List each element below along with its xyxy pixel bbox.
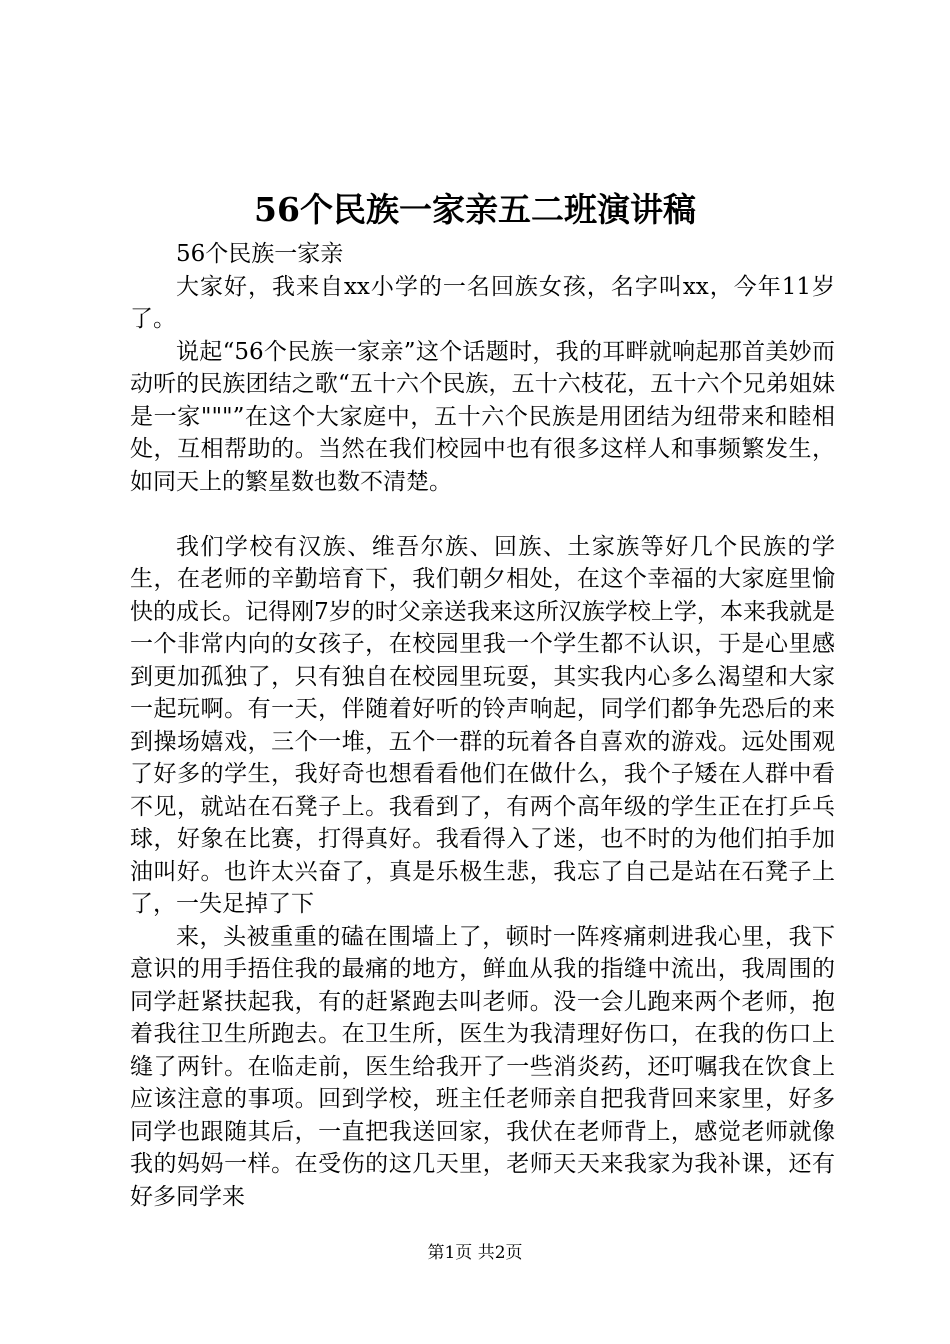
document-title: 56个民族一家亲五二班演讲稿 <box>254 190 696 229</box>
paragraph-school-story: 我们学校有汉族、维吾尔族、回族、土家族等好几个民族的学生，在老师的辛勤培育下，我们朝夕相处，在这个幸福的大家庭里愉快的成长。记得刚7岁的时父亲送我来这所汉族学校上学，本来我就是一个非常内向的女孩子，在校园里我一个学生都不认识，于是心里感到更加孤独了，只有独自在校园里玩耍，其实我内心多么渴望和大家一起玩啊。有一天，伴随着好听的铃声响起，同学们都争先恐后的来到操场嬉戏，三个一堆，五个一群的玩着各自喜欢的游戏。远处围观了好多的学生，我好奇也想看看他们在做什么，我个子矮在人群中看不见，就站在石凳子上。我看到了，有两个高年级的学生正在打乒乓球，好象在比赛，打得真好。我看得入了迷，也不时的为他们拍手加油叫好。也许太兴奋了，真是乐极生悲，我忘了自己是站在石凳子上了，一失足掉了下 <box>130 533 835 917</box>
paragraph-subtitle: 56个民族一家亲 <box>176 241 344 267</box>
paragraph-greeting: 大家好，我来自xx小学的一名回族女孩，名字叫xx，今年11岁了。 <box>130 273 835 332</box>
paragraph-injury-story: 来，头被重重的磕在围墙上了，顿时一阵疼痛刺进我心里，我下意识的用手捂住我的最痛的地方，鲜血从我的指缝中流出，我周围的同学赶紧扶起我，有的赶紧跑去叫老师。没一会儿跑来两个老师，抱着我往卫生所跑去。在卫生所，医生为我清理好伤口，在我的伤口上缝了两针。在临走前，医生给我开了一些消炎药，还叮嘱我在饮食上应该注意的事项。回到学校，班主任老师亲自把我背回来家里，好多同学也跟随其后，一直把我送回家，我伏在老师背上，感觉老师就像我的妈妈一样。在受伤的这几天里，老师天天来我家为我补课，还有好多同学来 <box>130 923 835 1210</box>
document-body <box>130 238 835 1213</box>
paragraph-topic: 说起“56个民族一家亲”这个话题时，我的耳畔就响起那首美妙而动听的民族团结之歌“五十六个民族，五十六枝花，五十六个兄弟姐妹是一家"""”在这个大家庭中，五十六个民族是用团结为纽带来和睦相处，互相帮助的。当然在我们校园中也有很多这样人和事频繁发生，如同天上的繁星数也数不清楚。 <box>130 338 835 495</box>
page-footer: 第1页 共2页 <box>427 1243 523 1263</box>
